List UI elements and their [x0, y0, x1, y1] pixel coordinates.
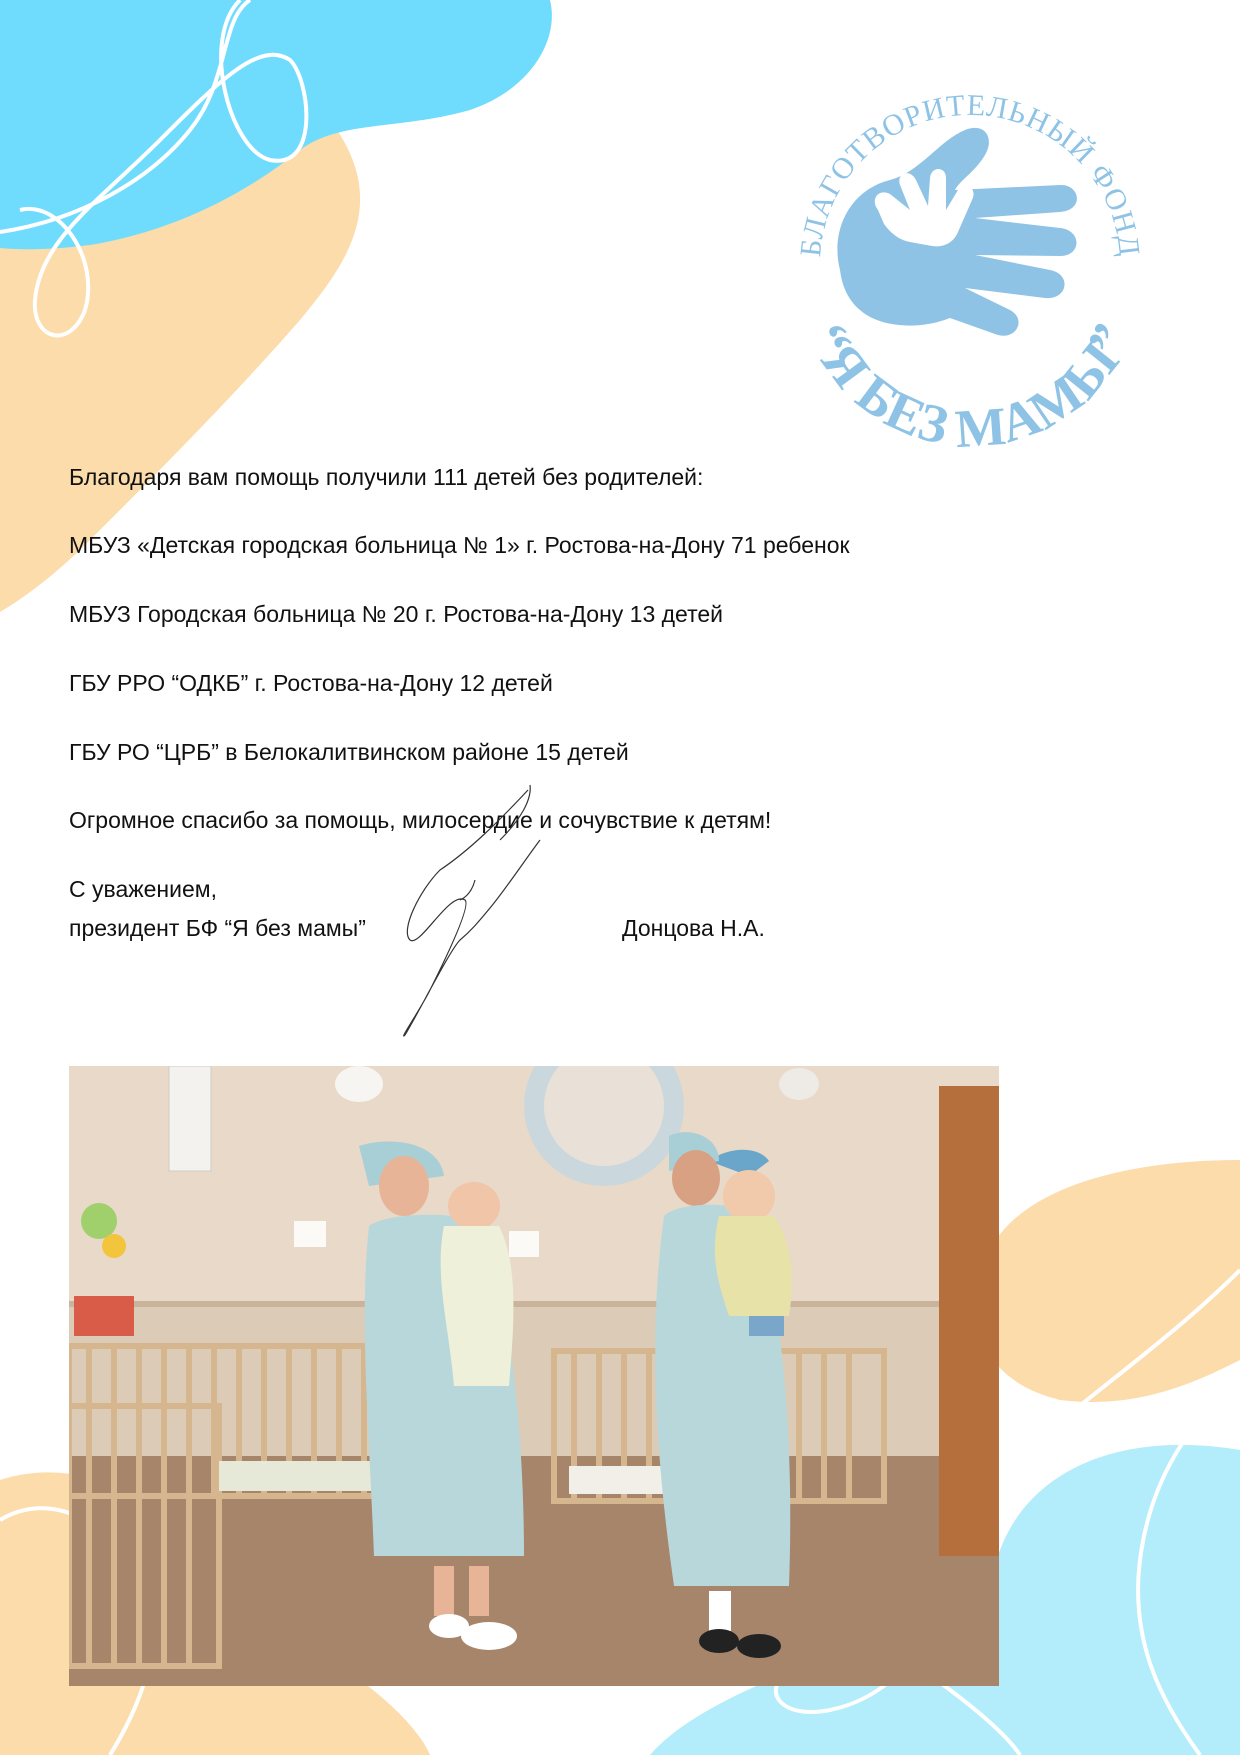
recipient-line: ГБУ РРО “ОДКБ” г. Ростова-на-Дону 12 детей	[69, 670, 553, 696]
logo-top-text: БЛАГОТВОРИТЕЛЬНЫЙ ФОНД	[794, 88, 1147, 259]
hand-logo-graphic	[760, 60, 1180, 480]
intro-text: Благодаря вам помощь получили 111 детей без родителей:	[69, 464, 704, 490]
recipient-line: МБУЗ Городская больница № 20 г. Ростова-на-Дону 13 детей	[69, 601, 723, 627]
closing-text: С уважением,	[69, 876, 217, 902]
logo-bottom-text: “Я БЕЗ МАМЫ”	[797, 314, 1143, 460]
nursery-photo	[69, 1066, 999, 1686]
handwritten-signature	[380, 780, 560, 1040]
recipient-line: ГБУ РО “ЦРБ” в Белокалитвинском районе 15 детей	[69, 739, 629, 765]
peach-blob-right	[977, 1160, 1240, 1402]
caregivers-with-babies-image	[69, 1066, 999, 1686]
signer-title: президент БФ “Я без мамы”	[69, 915, 366, 941]
thanks-text: Огромное спасибо за помощь, милосердие и сочувствие к детям!	[69, 807, 772, 833]
recipient-line: МБУЗ «Детская городская больница № 1» г. Ростова-на-Дону 71 ребенок	[69, 532, 850, 558]
foundation-logo	[760, 60, 1180, 480]
signer-name: Донцова Н.А.	[622, 915, 765, 941]
